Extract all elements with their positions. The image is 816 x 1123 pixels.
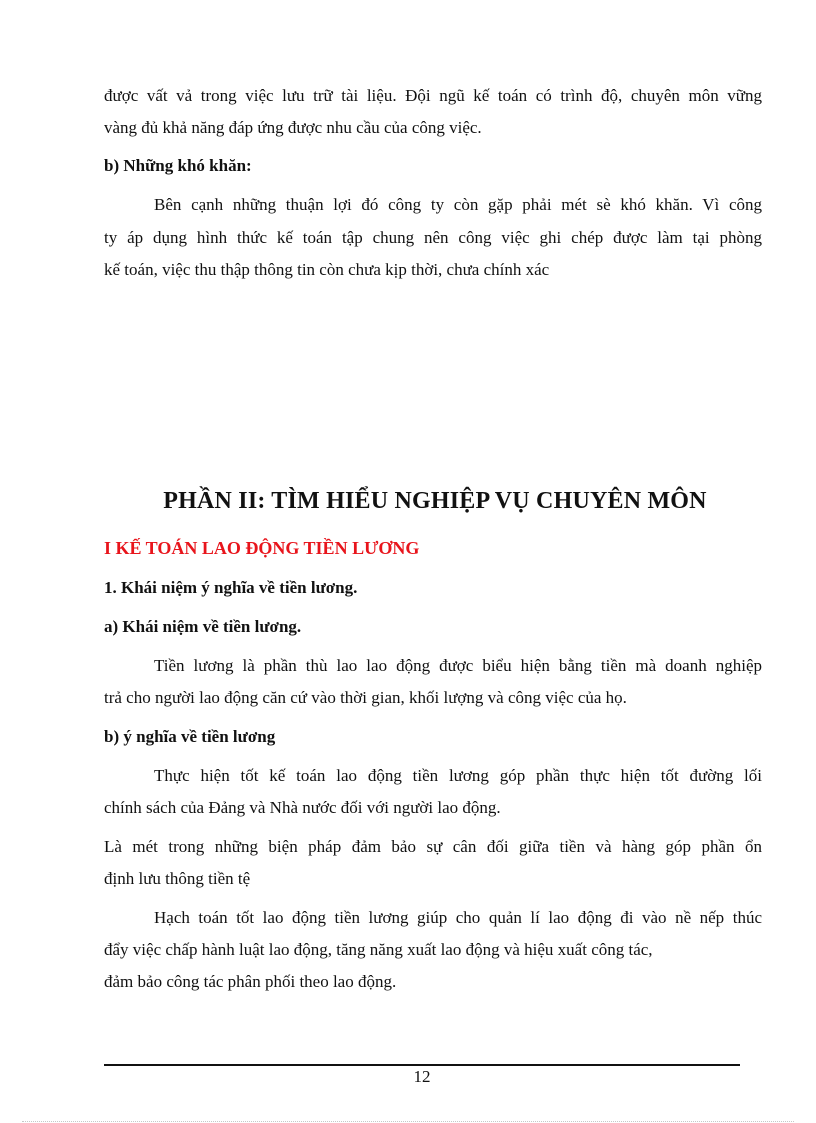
paragraph-line: Tiền lương là phần thù lao lao động được biểu hiện bằng tiền mà doanh nghiệp xyxy=(154,656,762,675)
section-title: I KẾ TOÁN LAO ĐỘNG TIỀN LƯƠNG xyxy=(104,538,420,558)
paragraph-line: đảm bảo công tác phân phối theo lao động. xyxy=(104,972,397,991)
page-number: 12 xyxy=(413,1067,431,1086)
paragraph-line: đẩy việc chấp hành luật lao động, tăng năng xuất lao động và hiệu xuất công tác, xyxy=(104,940,653,959)
part-title: PHẦN II: TÌM HIỂU NGHIỆP VỤ CHUYÊN MÔN xyxy=(163,488,707,514)
paragraph-line: Hạch toán tốt lao động tiền lương giúp cho quản lí lao động đi vào nề nếp thúc xyxy=(154,908,762,927)
subheading-concept: a) Khái niệm về tiền lương. xyxy=(104,617,302,636)
paragraph-line: kế toán, việc thu thập thông tin còn chưa kịp thời, chưa chính xác xyxy=(104,260,550,279)
paragraph-line: Thực hiện tốt kế toán lao động tiền lương góp phần thực hiện tốt đường lối xyxy=(154,766,762,785)
subheading-difficulties: b) Những khó khăn: xyxy=(104,156,252,175)
footer-rule xyxy=(104,1064,740,1066)
paragraph-line: chính sách của Đảng và Nhà nước đối với người lao động. xyxy=(104,798,501,817)
subheading-concept-meaning: 1. Khái niệm ý nghĩa về tiền lương. xyxy=(104,578,358,597)
page-edge-divider xyxy=(22,1121,794,1122)
subheading-meaning: b) ý nghĩa về tiền lương xyxy=(104,727,276,746)
paragraph-line: ty áp dụng hình thức kế toán tập chung nên công việc ghi chép được làm tại phòng xyxy=(104,228,762,247)
paragraph-line: định lưu thông tiền tệ xyxy=(104,869,251,888)
paragraph-line: Là mét trong những biện pháp đảm bảo sự cân đối giữa tiền và hàng góp phần ổn xyxy=(104,837,762,856)
paragraph-line: trả cho người lao động căn cứ vào thời gian, khối lượng và công việc của họ. xyxy=(104,688,627,707)
paragraph-line: được vất vả trong việc lưu trữ tài liệu. Đội ngũ kế toán có trình độ, chuyên môn vững xyxy=(104,86,762,105)
paragraph-line: Bên cạnh những thuận lợi đó công ty còn gặp phải mét sè khó khăn. Vì công xyxy=(154,195,762,214)
paragraph-line: vàng đủ khả năng đáp ứng được nhu cầu của công việc. xyxy=(104,118,482,137)
